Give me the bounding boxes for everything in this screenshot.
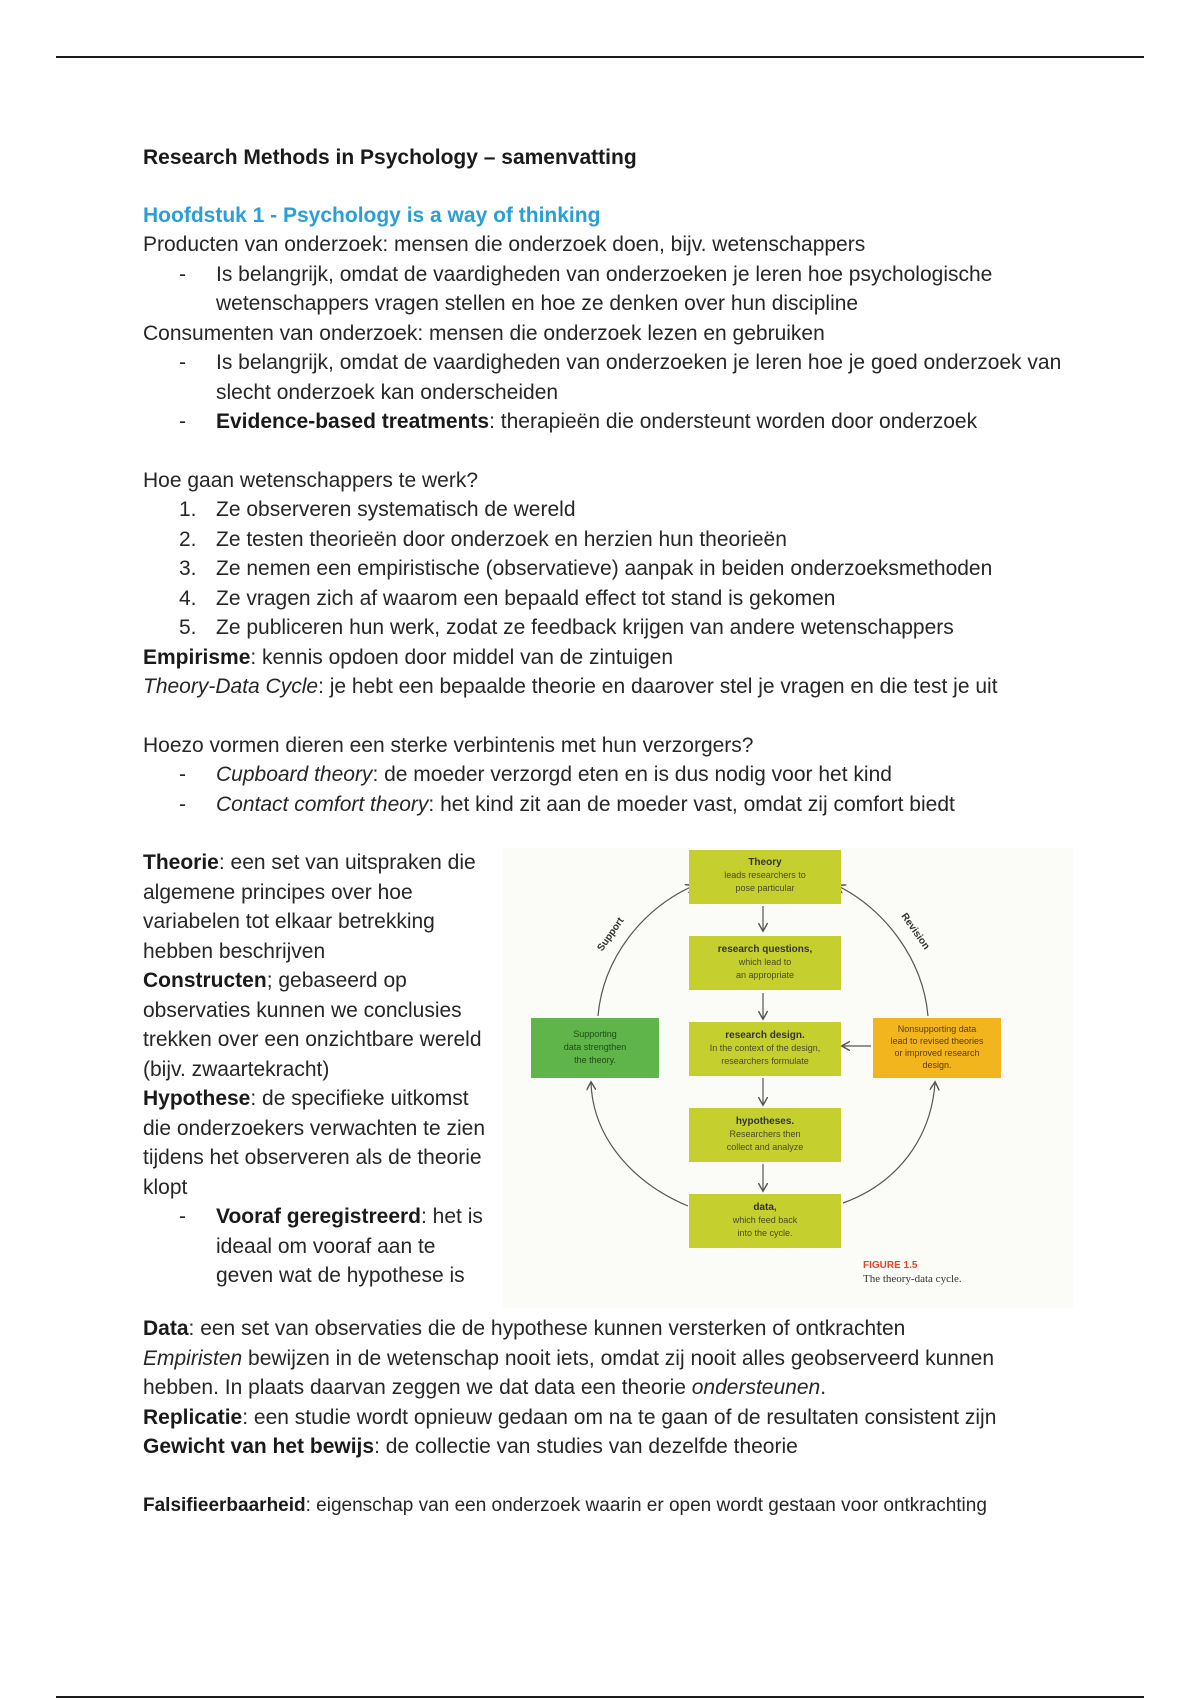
document-body (143, 143, 1063, 1520)
animals-question: Hoezo vormen dieren een sterke verbintenis met hun verzorgers? (143, 733, 754, 757)
nonsupporting-line-3: or improved research (894, 1048, 980, 1058)
consumers-line: Consumenten van onderzoek: mensen die onderzoek lezen en gebruiken (143, 321, 825, 345)
theory-data-cycle-figure (503, 848, 1073, 1308)
hypotheses-line-2: Researchers then (729, 1129, 801, 1139)
nonsupporting-line-1: Nonsupporting data (897, 1024, 977, 1034)
top-rule (56, 56, 1144, 58)
figure-label: FIGURE 1.5 (863, 1260, 918, 1271)
list-item: - Is belangrijk, omdat de vaardigheden van onderzoeken je leren hoe je goed onderzoek van slecht onderzoek kan onderscheiden (179, 351, 1062, 404)
list-item: 4. Ze vragen zich af waarom een bepaald effect tot stand is gekomen (179, 586, 836, 610)
list-item: 1. Ze observeren systematisch de wereld (179, 498, 576, 521)
producers-line: Producten van onderzoek: mensen die onderzoek doen, bijv. wetenschappers (143, 233, 866, 256)
supporting-line-3: the theory. (574, 1055, 616, 1065)
figure-caption: The theory-data cycle. (863, 1273, 962, 1285)
hypothese-subitems (143, 1202, 493, 1291)
constructen-definition: Constructen; gebaseerd op observaties kunnen we conclusies trekken over een onzichtbare wereld (bijv. zwaartekracht) (143, 969, 482, 1081)
list-item: - Vooraf geregistreerd: het is ideaal om vooraf aan te geven wat de hypothese is (179, 1205, 483, 1287)
support-label: Support (595, 915, 627, 954)
how-scientists-question: Hoe gaan wetenschappers te werk? (143, 468, 479, 492)
list-item: - Is belangrijk, omdat de vaardigheden van onderzoeken je leren hoe psychologische wetenschappers vragen stellen en hoe ze denken over hun discipline (179, 262, 993, 315)
theory-data-cycle-definition: Theory-Data Cycle: je hebt een bepaalde theorie en daarover stel je vragen en die test je uit (143, 675, 998, 698)
gewicht-definition: Gewicht van het bewijs: de collectie van studies van dezelfde theorie (143, 1435, 798, 1458)
definitions-with-figure (143, 848, 1063, 1314)
design-line-3: researchers formulate (721, 1056, 809, 1066)
empiristen-paragraph: Empiristen bewijzen in de wetenschap nooit iets, omdat zij nooit alles geobserveerd kunnen hebben. In plaats daarvan zeggen we dat data een theorie ondersteunen. (143, 1346, 994, 1399)
theorie-definition: Theorie: een set van uitspraken die algemene principes over hoe variabelen tot elkaar betrekking hebben beschrijven (143, 851, 476, 963)
term: Evidence-based treatments (216, 410, 490, 433)
data-title: data, (753, 1202, 777, 1213)
list-item: 2. Ze testen theorieën door onderzoek en herzien hun theorieën (179, 527, 787, 551)
theory-line-3: pose particular (735, 883, 795, 893)
empirisme-definition: Empirisme: kennis opdoen door middel van de zintuigen (143, 645, 674, 669)
data-line-2: which feed back (732, 1215, 798, 1225)
supporting-line-1: Supporting (573, 1029, 617, 1039)
hypothese-definition: Hypothese: de specifieke uitkomst die onderzoekers verwachten te zien tijdens het observeren als de theorie klopt (143, 1087, 486, 1199)
data-line-3: into the cycle. (737, 1228, 793, 1238)
scientist-steps (143, 495, 1063, 643)
list-item: - Contact comfort theory: het kind zit aan de moeder vast, omdat zij comfort biedt (179, 792, 955, 816)
document-title: Research Methods in Psychology – samenvatting (143, 146, 637, 169)
questions-title: research questions, (717, 944, 813, 955)
list-item: 5. Ze publiceren hun werk, zodat ze feedback krijgen van andere wetenschappers (179, 616, 954, 639)
replicatie-definition: Replicatie: een studie wordt opnieuw gedaan om na te gaan of de resultaten consistent zijn (143, 1405, 997, 1429)
list-item: 3. Ze nemen een empiristische (observatieve) aanpak in beiden onderzoeksmethoden (179, 557, 993, 580)
producers-list (143, 260, 1063, 319)
definitions-column (143, 848, 493, 1291)
questions-line-2: which lead to (738, 957, 792, 967)
falsifieerbaarheid-definition: Falsifieerbaarheid: eigenschap van een onderzoek waarin er open wordt gestaan voor ontkrachting (143, 1494, 987, 1516)
cycle-diagram (503, 848, 1073, 1308)
consumers-list (143, 348, 1063, 437)
list-item: - Cupboard theory: de moeder verzorgd eten en is dus nodig voor het kind (179, 763, 892, 786)
theory-line-2: leads researchers to (724, 870, 806, 880)
hypotheses-title: hypotheses. (735, 1116, 795, 1127)
design-line-2: In the context of the design, (709, 1043, 821, 1053)
revision-label: Revision (898, 911, 932, 952)
animal-theories-list (143, 760, 1063, 819)
nonsupporting-line-4: design. (922, 1060, 952, 1070)
bottom-rule (56, 1696, 1144, 1698)
chapter-heading: Hoofdstuk 1 - Psychology is a way of thinking (143, 203, 601, 227)
supporting-line-2: data strengthen (563, 1042, 627, 1052)
list-item: - Evidence-based treatments: therapieën die ondersteunt worden door onderzoek (179, 410, 978, 433)
nonsupporting-line-2: lead to revised theories (890, 1036, 984, 1046)
theory-title: Theory (748, 857, 782, 868)
data-definition: Data: een set van observaties die de hypothese kunnen versterken of ontkrachten (143, 1317, 906, 1340)
questions-line-3: an appropriate (735, 970, 795, 980)
hypotheses-line-3: collect and analyze (726, 1142, 804, 1152)
design-title: research design. (725, 1030, 805, 1041)
